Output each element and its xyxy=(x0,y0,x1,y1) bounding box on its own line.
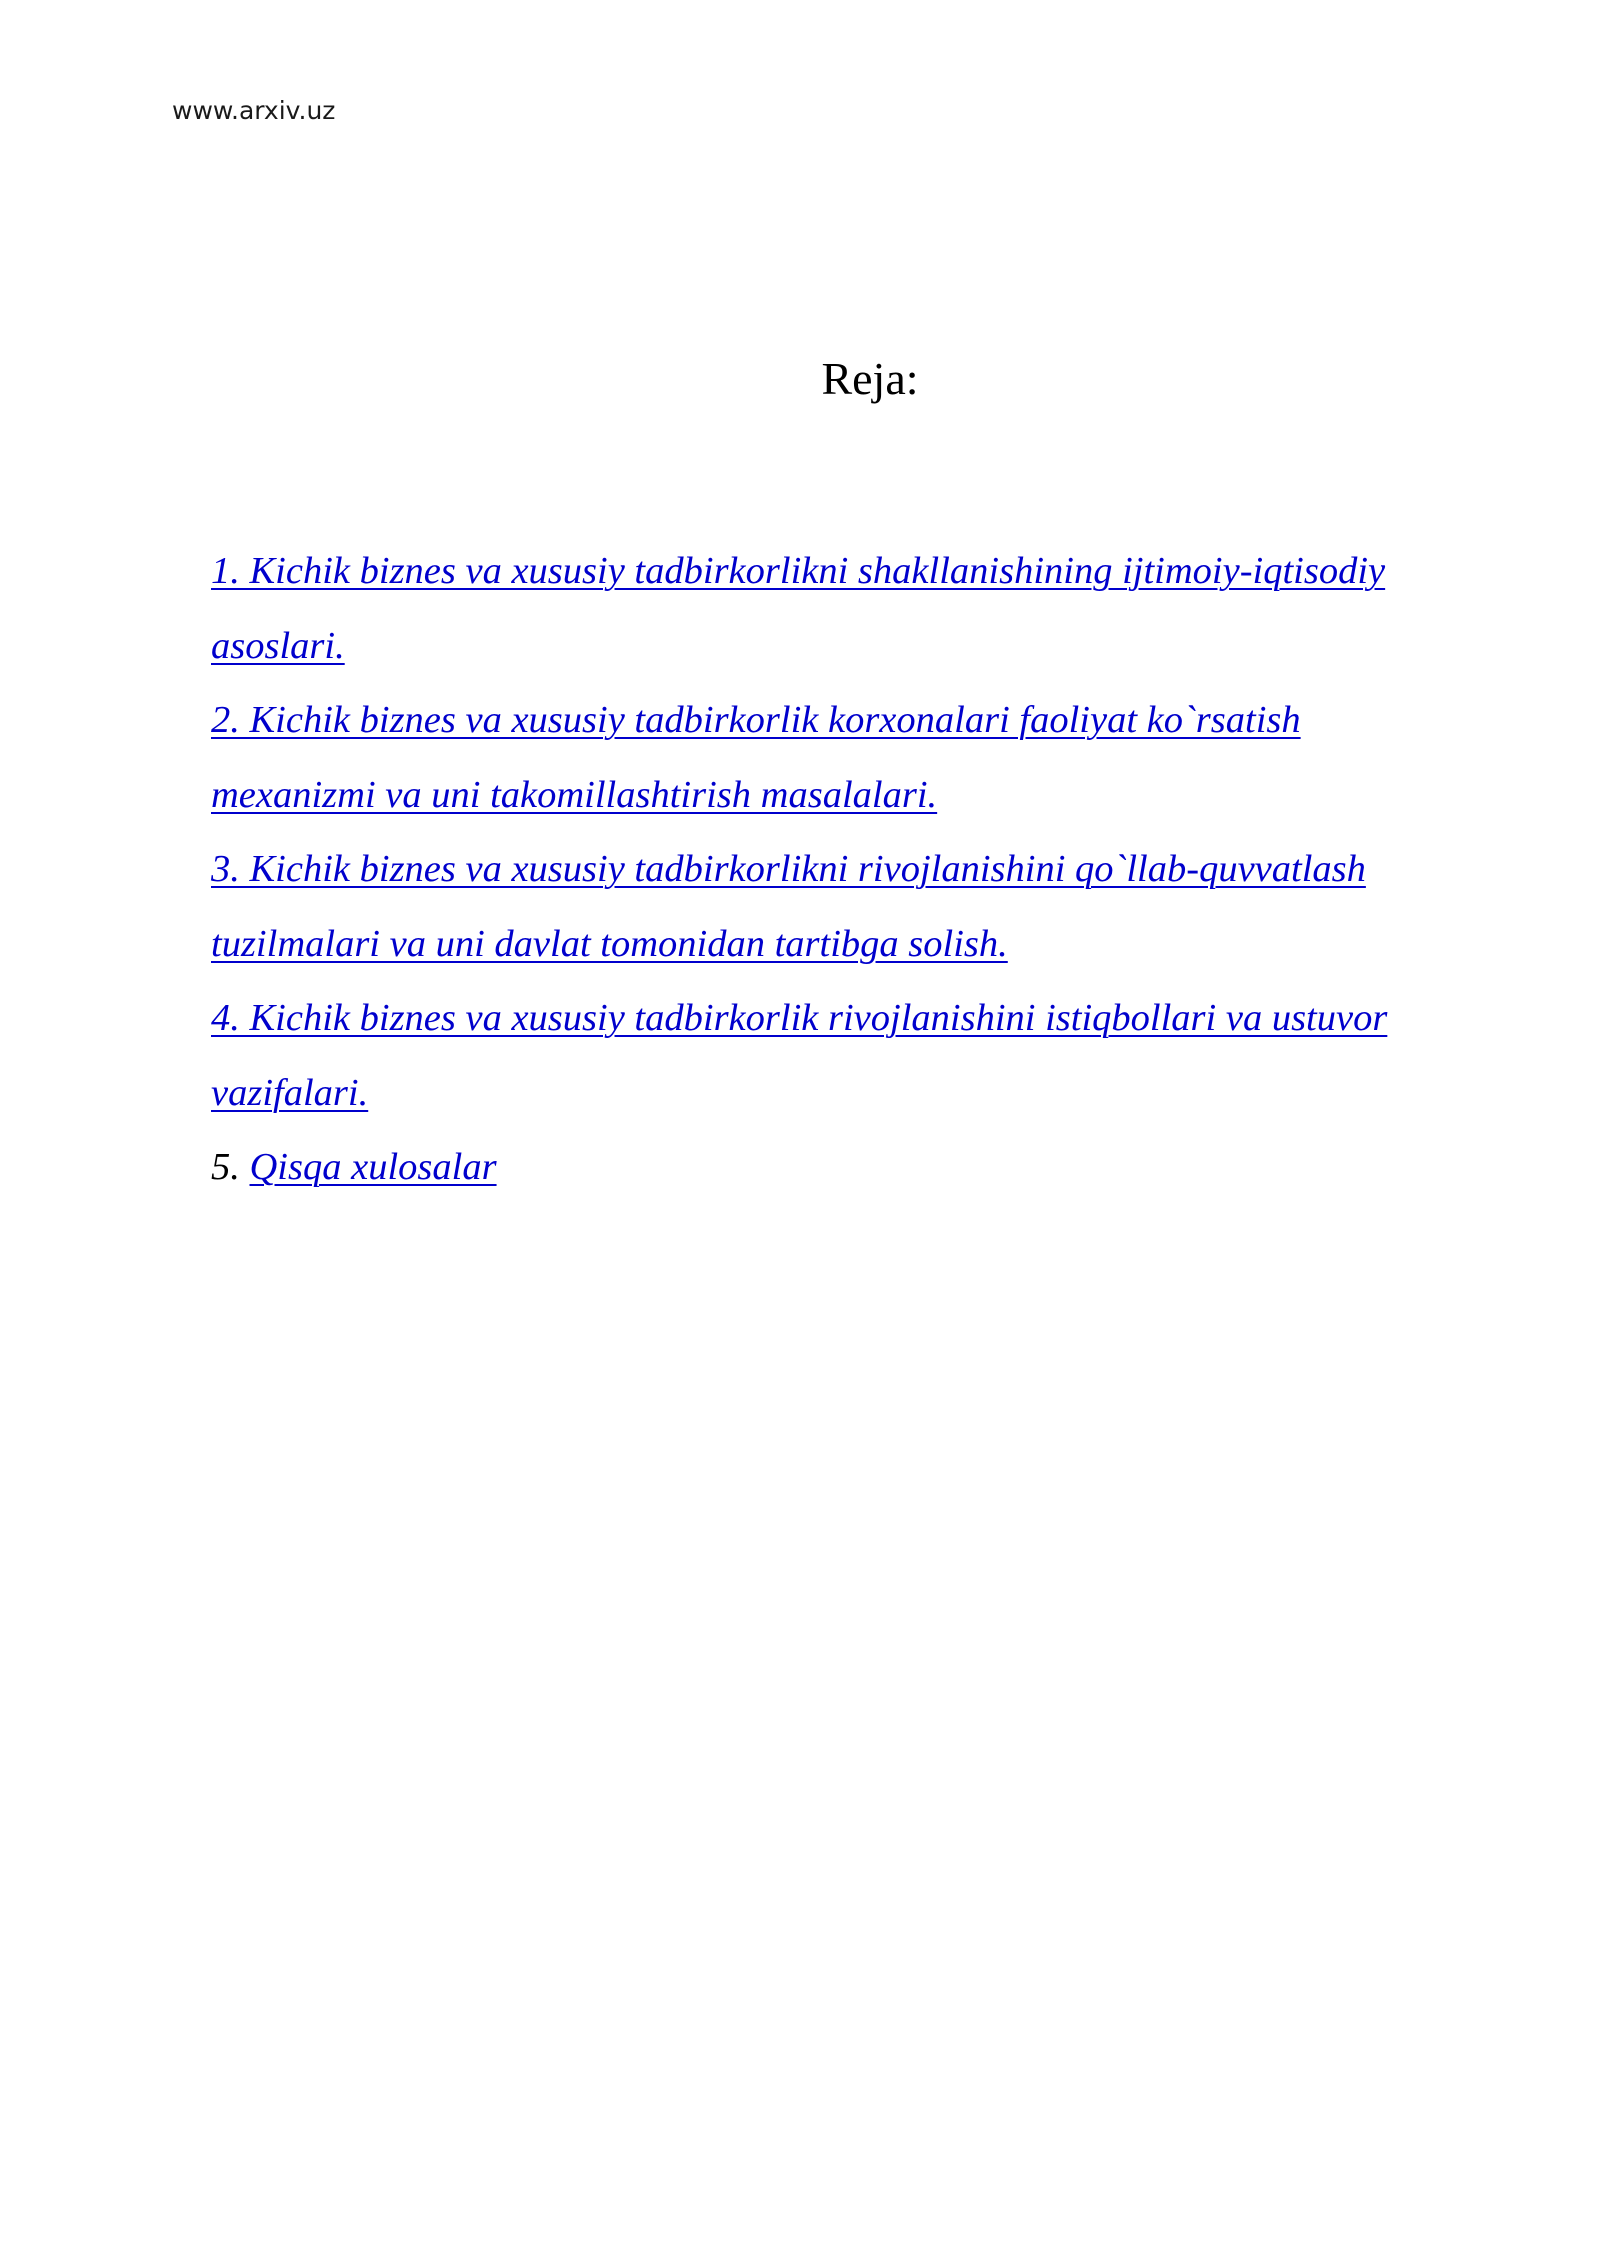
plan-item-1 xyxy=(211,534,1461,683)
plan-link-1[interactable]: 1. Kichik biznes va xususiy tadbirkorlikni shakllanishining ijtimoiy-iqtisodiy asoslari. xyxy=(211,550,1386,667)
plan-link-3[interactable]: 3. Kichik biznes va xususiy tadbirkorlikni rivojlanishini qo`llab-quvvatlash tuzilmalari va uni davlat tomonidan tartibga solish. xyxy=(211,848,1366,965)
plan-item-4 xyxy=(211,981,1461,1130)
page-title: Reja: xyxy=(821,353,919,404)
plan-list xyxy=(211,534,1461,1205)
plan-link-2[interactable]: 2. Kichik biznes va xususiy tadbirkorlik korxonalari faoliyat ko`rsatish mexanizmi va uni takomillashtirish masalalari. xyxy=(211,699,1301,816)
plan-item-5-number: 5. xyxy=(211,1146,250,1188)
plan-link-5[interactable]: Qisqa xulosalar xyxy=(249,1146,497,1188)
site-url-header: www.arxiv.uz xyxy=(172,96,336,125)
plan-item-2 xyxy=(211,683,1461,832)
plan-item-5 xyxy=(211,1130,1461,1205)
plan-item-3 xyxy=(211,832,1461,981)
plan-link-4[interactable]: 4. Kichik biznes va xususiy tadbirkorlik rivojlanishini istiqbollari va ustuvor vazifalari. xyxy=(211,997,1388,1114)
